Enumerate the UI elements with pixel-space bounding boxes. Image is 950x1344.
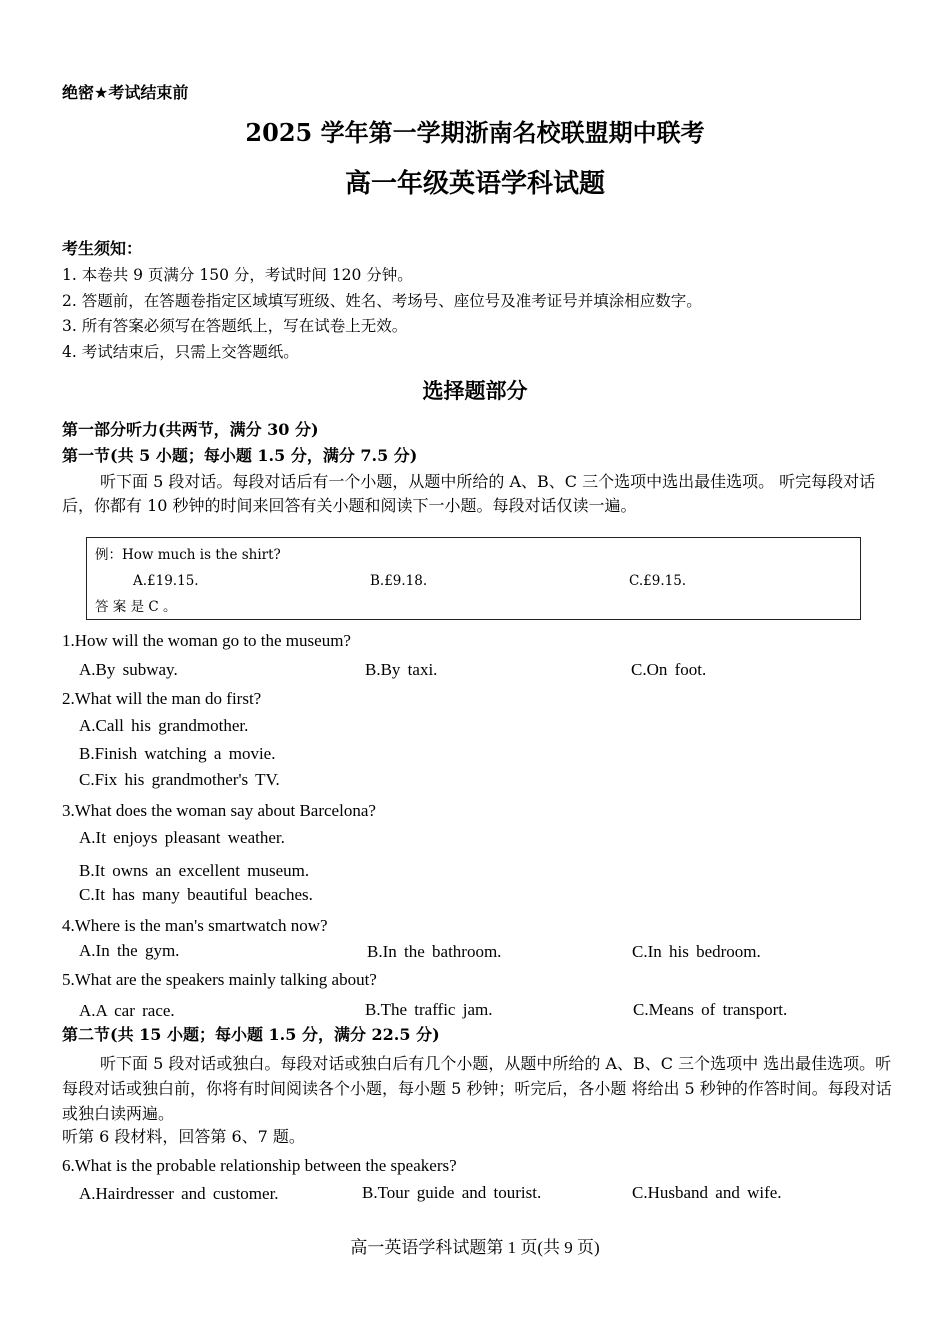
confidential-label: 绝密★考试结束前 bbox=[62, 83, 189, 102]
q6-option-c: C.Husband and wife. bbox=[632, 1183, 782, 1202]
q1-option-b: B.By taxi. bbox=[365, 660, 438, 679]
q6-option-b: B.Tour guide and tourist. bbox=[362, 1183, 542, 1202]
example-option-c: C.£9.15. bbox=[629, 573, 687, 589]
part1-heading: 第一部分听力(共两节，满分 30 分) bbox=[62, 420, 319, 439]
notice-item: 1. 本卷共 9 页满分 150 分，考试时间 120 分钟。 bbox=[62, 266, 413, 284]
question-6: 6.What is the probable relationship between the speakers? bbox=[62, 1156, 457, 1175]
section2-instructions: 听下面 5 段对话或独白。每段对话或独白后有几个小题，从题中所给的 A、B、C 三个选项中 选出最佳选项。听每段对话或独白前，你将有时间阅读各个小题，每小题 5 秒钟；听完后，各小题 将给出 5 秒钟的作答时间。每段对话或独白读两遍。 bbox=[62, 1054, 892, 1123]
section1-instructions: 听下面 5 段对话。每段对话后有一个小题，从题中所给的 A、B、C 三个选项中选出最佳选项。 听完每段对话后，你都有 10 秒钟的时间来回答有关小题和阅读下一小题。每段对话仅读一遍。 bbox=[62, 472, 876, 515]
section-title: 选择题部分 bbox=[422, 378, 528, 403]
q2-option-b: B.Finish watching a movie. bbox=[79, 744, 276, 763]
example-box bbox=[86, 537, 861, 620]
notice-item: 4. 考试结束后，只需上交答题纸。 bbox=[62, 343, 299, 361]
q3-option-a: A.It enjoys pleasant weather. bbox=[79, 828, 285, 847]
page-footer: 高一英语学科试题第 1 页(共 9 页) bbox=[350, 1238, 600, 1257]
exam-subtitle: 高一年级英语学科试题 bbox=[344, 169, 605, 199]
example-option-b: B.£9.18. bbox=[370, 573, 428, 589]
example-option-a: A.£19.15. bbox=[133, 573, 199, 589]
notice-item: 3. 所有答案必须写在答题纸上，写在试卷上无效。 bbox=[62, 317, 408, 335]
section2-heading: 第二节(共 15 小题；每小题 1.5 分，满分 22.5 分) bbox=[62, 1025, 440, 1044]
question-4: 4.Where is the man's smartwatch now? bbox=[62, 916, 328, 935]
q2-option-c: C.Fix his grandmother's TV. bbox=[79, 770, 280, 789]
question-2: 2.What will the man do first? bbox=[62, 689, 262, 708]
q6-option-a: A.Hairdresser and customer. bbox=[79, 1184, 279, 1203]
material-note: 听第 6 段材料，回答第 6、7 题。 bbox=[62, 1127, 305, 1146]
q5-option-b: B.The traffic jam. bbox=[365, 1000, 493, 1019]
q3-option-c: C.It has many beautiful beaches. bbox=[79, 885, 313, 904]
example-answer: 答 案 是 C 。 bbox=[95, 599, 177, 615]
exam-title: 2025 学年第一学期浙南名校联盟期中联考 bbox=[245, 118, 705, 147]
q4-option-a: A.In the gym. bbox=[79, 941, 180, 960]
q5-option-c: C.Means of transport. bbox=[633, 1000, 788, 1019]
q1-option-c: C.On foot. bbox=[631, 660, 707, 679]
q1-option-a: A.By subway. bbox=[79, 660, 178, 679]
notice-heading: 考生须知： bbox=[62, 239, 143, 258]
question-3: 3.What does the woman say about Barcelona? bbox=[62, 801, 376, 820]
question-5: 5.What are the speakers mainly talking about? bbox=[62, 970, 377, 989]
q5-option-a: A.A car race. bbox=[79, 1001, 175, 1020]
example-question: 例：How much is the shirt? bbox=[95, 547, 281, 563]
q3-option-b: B.It owns an excellent museum. bbox=[79, 861, 310, 880]
question-1: 1.How will the woman go to the museum? bbox=[62, 631, 351, 650]
q4-option-c: C.In his bedroom. bbox=[632, 942, 761, 961]
notice-item: 2. 答题前，在答题卷指定区域填写班级、姓名、考场号、座位号及准考证号并填涂相应数字。 bbox=[62, 292, 702, 310]
q2-option-a: A.Call his grandmother. bbox=[79, 716, 249, 735]
section1-heading: 第一节(共 5 小题；每小题 1.5 分，满分 7.5 分) bbox=[62, 446, 418, 465]
q4-option-b: B.In the bathroom. bbox=[367, 942, 502, 961]
